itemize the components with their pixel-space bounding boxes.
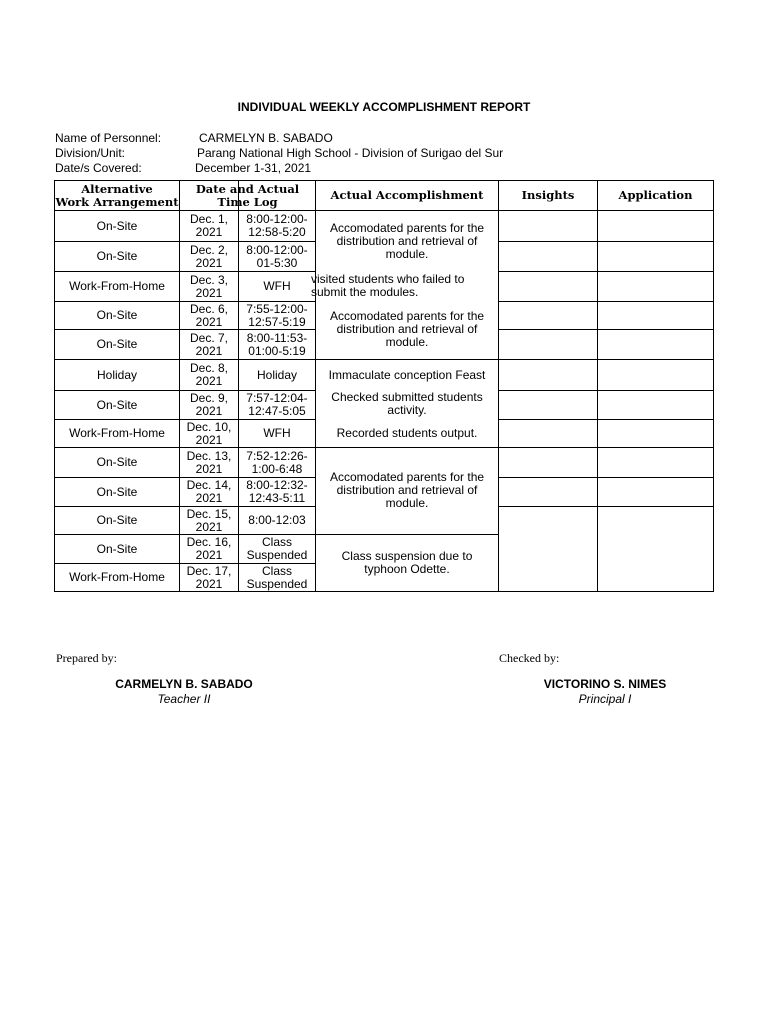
arrangement-cell: On-Site: [96, 455, 138, 469]
arrangement-cell: On-Site: [96, 397, 138, 412]
division-label: Division/Unit:: [55, 146, 126, 160]
row-divider: [498, 477, 713, 478]
column-divider: [597, 181, 598, 591]
arrangement-cell: On-Site: [96, 337, 138, 351]
arrangement-cell: On-Site: [96, 484, 138, 499]
date-cell: Dec. 14, 2021: [186, 478, 232, 505]
accomplishment-cell: Accomodated parents for the distribution and retrieval of module.: [329, 308, 485, 349]
row-divider: [498, 447, 713, 448]
arrangement-cell: Work-From-Home: [69, 570, 165, 584]
accomplishment-cell: Class suspension due to typhoon Odette.: [341, 549, 473, 576]
arrangement-cell: Work-From-Home: [69, 279, 165, 293]
time-log-cell: 7:55-12:00- 12:57-5:19: [246, 301, 308, 329]
report-title: INDIVIDUAL WEEKLY ACCOMPLISHMENT REPORT: [237, 100, 531, 114]
time-log-cell: 7:52-12:26- 1:00-6:48: [246, 448, 308, 476]
time-log-cell: Class Suspended: [246, 535, 308, 562]
prepared-by-title: Teacher II: [157, 692, 211, 706]
arrangement-cell: On-Site: [96, 541, 138, 556]
date-cell: Dec. 1, 2021: [189, 212, 228, 239]
date-cell: Dec. 7, 2021: [189, 330, 228, 358]
prepared-by-label: Prepared by:: [56, 651, 117, 665]
accomplishment-cell: Checked submitted students activity.: [331, 390, 483, 417]
row-divider: [498, 271, 713, 272]
date-cell: Dec. 3, 2021: [189, 272, 228, 300]
time-log-cell: WFH: [263, 279, 291, 293]
arrangement-cell: On-Site: [96, 513, 138, 527]
date-cell: Dec. 9, 2021: [189, 391, 228, 418]
arrangement-cell: On-Site: [96, 218, 138, 233]
row-divider: [315, 447, 499, 448]
dates-label: Date/s Covered:: [55, 161, 142, 175]
checked-by-name: VICTORINO S. NIMES: [543, 677, 667, 691]
time-log-cell: 8:00-11:53- 01:00-5:19: [246, 330, 308, 358]
accomplishment-cell: Accomodated parents for the distribution and retrieval of module.: [329, 220, 485, 261]
checked-by-title: Principal I: [578, 692, 632, 706]
prepared-by-name: CARMELYN B. SABADO: [115, 677, 253, 691]
row-divider: [498, 241, 713, 242]
accomplishment-table: [54, 180, 714, 592]
header-date-time-log: Date and Actual Time Log: [195, 181, 300, 209]
time-log-cell: WFH: [263, 426, 291, 440]
date-cell: Dec. 15, 2021: [186, 506, 232, 534]
date-cell: Dec. 13, 2021: [186, 448, 232, 476]
header-insights: Insights: [521, 188, 575, 202]
row-divider: [498, 390, 713, 391]
time-log-cell: 8:00-12:03: [248, 513, 306, 527]
checked-by-label: Checked by:: [499, 651, 560, 665]
accomplishment-cell: Accomodated parents for the distribution and retrieval of module.: [329, 469, 485, 510]
dates-value: December 1-31, 2021: [195, 161, 312, 175]
date-cell: Dec. 8, 2021: [189, 361, 228, 388]
header-work-arrangement: Alternative Work Arrangement: [55, 181, 179, 209]
arrangement-cell: On-Site: [96, 308, 138, 322]
arrangement-cell: Holiday: [96, 367, 138, 382]
division-value: Parang National High School - Division of Surigao del Sur: [197, 146, 504, 160]
date-cell: Dec. 6, 2021: [189, 301, 228, 329]
header-application: Application: [618, 188, 693, 202]
row-divider: [498, 359, 713, 360]
accomplishment-cell: Immaculate conception Feast: [328, 367, 486, 382]
date-cell: Dec. 17, 2021: [186, 563, 232, 591]
row-divider: [498, 506, 713, 507]
arrangement-cell: Work-From-Home: [69, 426, 165, 440]
date-cell: Dec. 16, 2021: [186, 535, 232, 562]
time-log-cell: Class Suspended: [246, 563, 308, 591]
column-divider: [498, 181, 499, 591]
date-cell: Dec. 2, 2021: [189, 242, 228, 270]
time-log-cell: 7:57-12:04- 12:47-5:05: [246, 391, 308, 418]
date-cell: Dec. 10, 2021: [186, 419, 232, 447]
time-log-cell: 8:00-12:00- 12:58-5:20: [246, 212, 308, 239]
accomplishment-cell: Recorded students output.: [336, 426, 478, 440]
time-log-cell: 8:00-12:00- 01-5:30: [246, 242, 308, 270]
accomplishment-cell: visited students who failed to submit the modules.: [311, 272, 465, 299]
time-log-cell: 8:00-12:32- 12:43-5:11: [246, 478, 308, 505]
row-divider: [498, 301, 713, 302]
header-accomplishment: Actual Accomplishment: [330, 188, 484, 202]
arrangement-cell: On-Site: [96, 249, 138, 263]
row-divider: [498, 419, 713, 420]
personnel-value: CARMELYN B. SABADO: [199, 131, 333, 145]
time-log-cell: Holiday: [256, 367, 298, 382]
personnel-label: Name of Personnel:: [55, 131, 162, 145]
row-divider: [498, 329, 713, 330]
